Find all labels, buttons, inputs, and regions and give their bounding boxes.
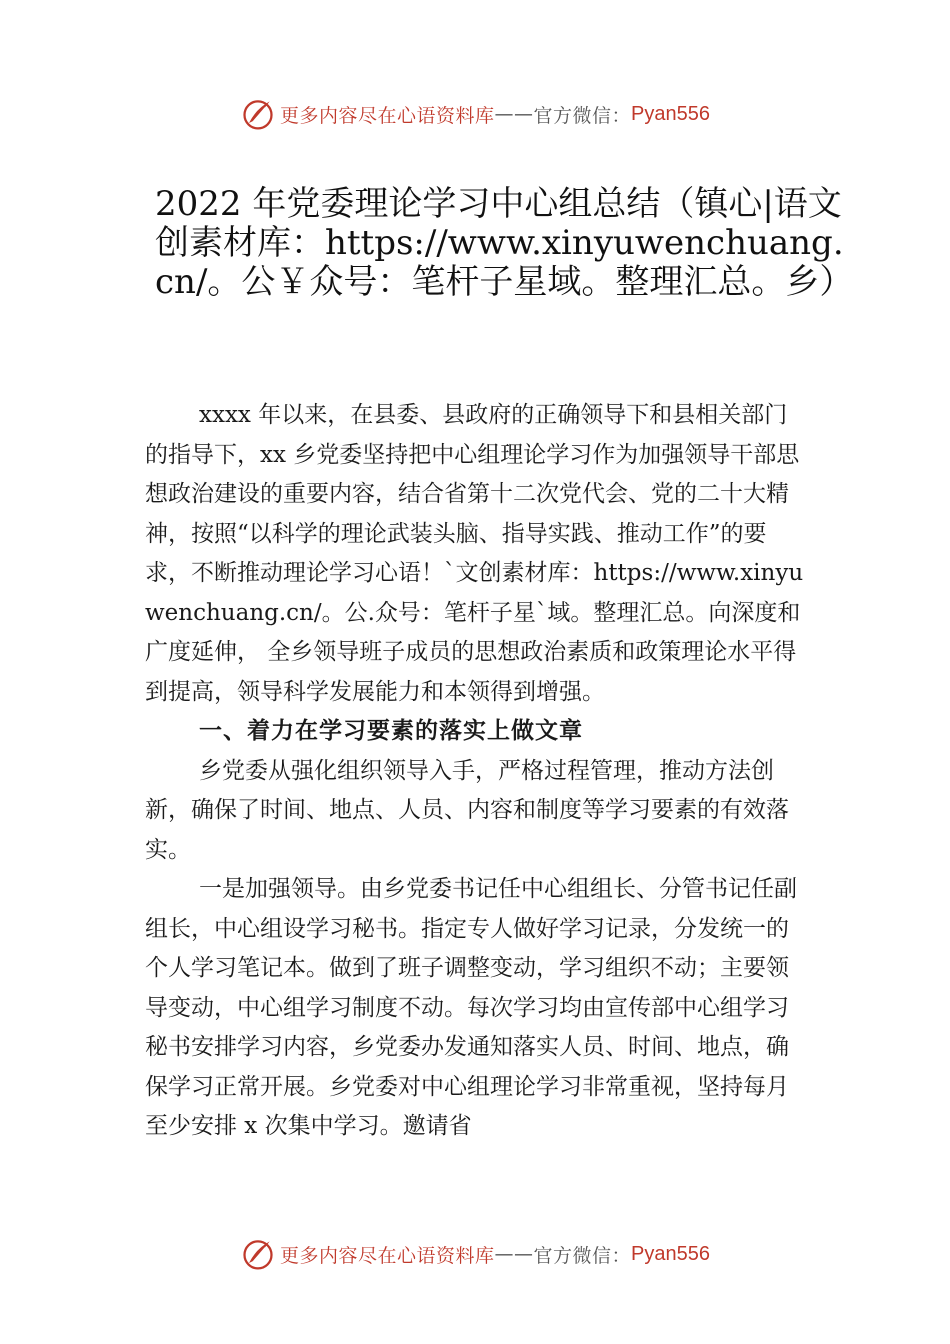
section-intro-paragraph: 乡党委从强化组织领导入手，严格过程管理，推动方法创新，确保了时间、地点、人员、内容和制度等学习要素的有效落实。 (145, 757, 789, 863)
brand-logo-icon (240, 1236, 276, 1272)
footer-wechat-label: 官方微信： (533, 1244, 632, 1267)
footer-dash: —— (494, 1243, 534, 1265)
section-point-paragraph: 一是加强领导。由乡党委书记任中心组组长、分管书记任副组长，中心组设学习秘书。指定专人做好学习记录，分发统一的个人学习笔记本。做到了班子调整变动，学习组织不动；主要领导变动，中心组学习制度不动。每次学习均由宣传部中心组学习秘书安排学习内容，乡党委办发通知落实人员、时间、地点，确保学习正常开展。乡党委对中心组理论学习非常重视，坚持每月至少安排 x 次集中学习。邀请省 (145, 876, 797, 1139)
brand-logo-icon (240, 96, 276, 132)
header-promo-text: 更多内容尽在心语资料库 (280, 104, 495, 127)
header-dash: —— (494, 103, 534, 125)
header-wechat-id: Pyan556 (631, 102, 710, 125)
header-banner (0, 94, 950, 134)
document-body (145, 396, 810, 1147)
footer-promo-text: 更多内容尽在心语资料库 (280, 1244, 495, 1267)
footer-wechat-id: Pyan556 (631, 1242, 710, 1265)
header-wechat-label: 官方微信： (533, 104, 632, 127)
footer-banner (0, 1234, 950, 1274)
intro-paragraph: xxxx 年以来，在县委、县政府的正确领导下和县相关部门的指导下，xx 乡党委坚持把中心组理论学习作为加强领导干部思想政治建设的重要内容，结合省第十二次党代会、党的二十大精神，按照“以科学的理论武装头脑、指导实践、推动工作”的要求，不断推动理论学习心语！`文创素材库：https://www.xinyuwenchuang.cn/。公.众号：笔杆子星`域。整理汇总。向深度和广度延伸， 全乡领导班子成员的思想政治素质和政策理论水平得到提高，领导科学发展能力和本领得到增强。 (145, 402, 804, 705)
section-heading: 一、着力在学习要素的落实上做文章 (199, 718, 583, 744)
document-title: 2022 年党委理论学习中心组总结（镇心|语文创素材库：https://www.xinyuwenchuang.cn/。公￥众号：笔杆子星域。整理汇总。乡） (155, 184, 854, 302)
